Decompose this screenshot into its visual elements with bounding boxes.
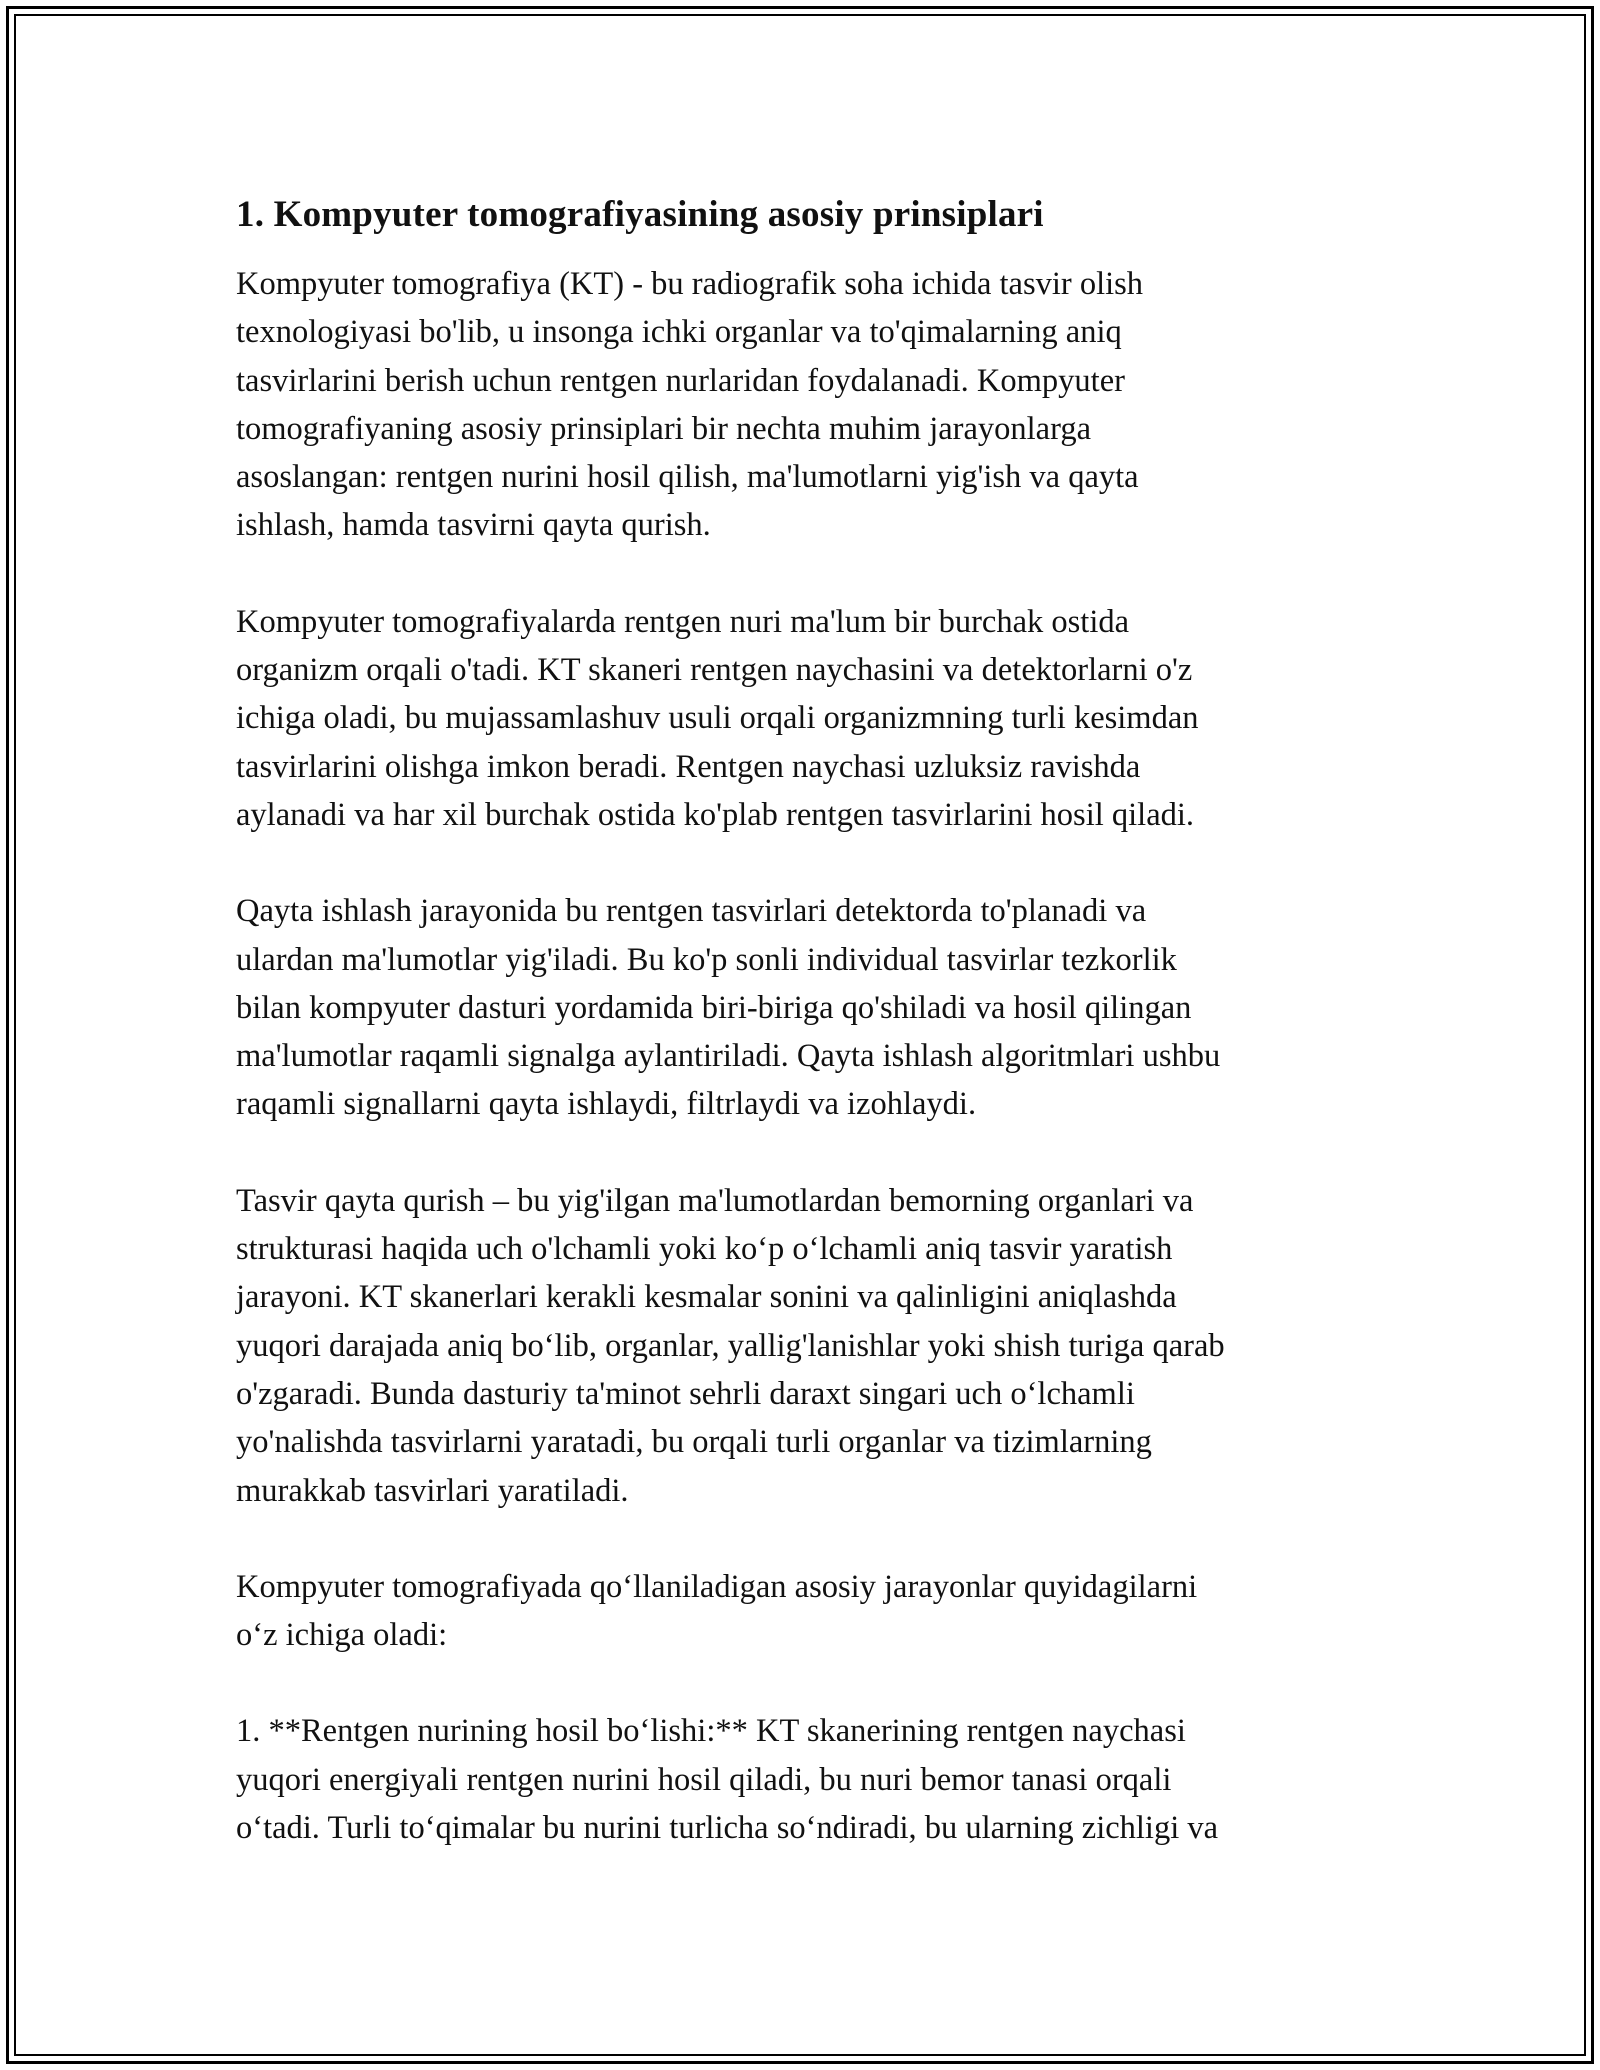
paragraph-processing: Qayta ishlash jarayonida bu rentgen tasvirlari detektorda to'planadi va ulardan ma'lumotlar yig'iladi. Bu ko'p sonli individual tasvirlar tezkorlik bilan kompyuter dasturi yordamida biri-biriga qo'shiladi va hosil qilingan ma'lumotlar raqamli signalga aylantiriladi. Qayta ishlash algoritmlari ushbu raqamli signallarni qayta ishlaydi, filtrlaydi va izohlaydi. [236, 893, 1221, 1123]
section-heading: 1. Kompyuter tomografiyasining asosiy prinsiplari [236, 194, 1044, 235]
paragraph-reconstruction: Tasvir qayta qurish – bu yig'ilgan ma'lumotlardan bemorning organlari va strukturasi haqida uch o'lchamli yoki ko‘p o‘lchamli aniq tasvir yaratish jarayoni. KT skanerlari kerakli kesmalar sonini va qalinligini aniqlashda yuqori darajada aniq bo‘lib, organlar, yallig'lanishlar yoki shish turiga qarab o'zgaradi. Bunda dasturiy ta'minot sehrli daraxt singari uch o‘lchamli yo'nalishda tasvirlarni yaratadi, bu orqali turli organlar va tizimlarning murakkab tasvirlari yaratiladi. [236, 1182, 1225, 1509]
paragraph-list-item-1: 1. **Rentgen nurining hosil bo‘lishi:** KT skanerining rentgen naychasi yuqori energiyali rentgen nurini hosil qiladi, bu nuri bemor tanasi orqali o‘tadi. Turli to‘qimalar bu nurini turlicha so‘ndiradi, bu ularning zichligi va [236, 1713, 1219, 1847]
paragraph-processes-intro: Kompyuter tomografiyada qo‘llaniladigan asosiy jarayonlar quyidagilarni o‘z ichiga oladi: [236, 1568, 1198, 1654]
paragraph-intro: Kompyuter tomografiya (KT) - bu radiografik soha ichida tasvir olish texnologiyasi bo'lib, u insonga ichki organlar va to'qimalarning aniq tasvirlarini berish uchun rentgen nurlaridan foydalanadi. Kompyuter tomografiyaning asosiy prinsiplari bir nechta muhim jarayonlarga asoslangan: rentgen nurini hosil qilish, ma'lumotlarni yig'ish va qayta ishlash, hamda tasvirni qayta qurish. [236, 266, 1144, 544]
paragraph-scanning: Kompyuter tomografiyalarda rentgen nuri ma'lum bir burchak ostida organizm orqali o'tadi. KT skaneri rentgen naychasini va detektorlarni o'z ichiga oladi, bu mujassamlashuv usuli orqali organizmning turli kesimdan tasvirlarini olishga imkon beradi. Rentgen naychasi uzluksiz ravishda aylanadi va har xil burchak ostida ko'plab rentgen tasvirlarini hosil qiladi. [236, 603, 1199, 833]
document-body [236, 186, 1356, 1900]
